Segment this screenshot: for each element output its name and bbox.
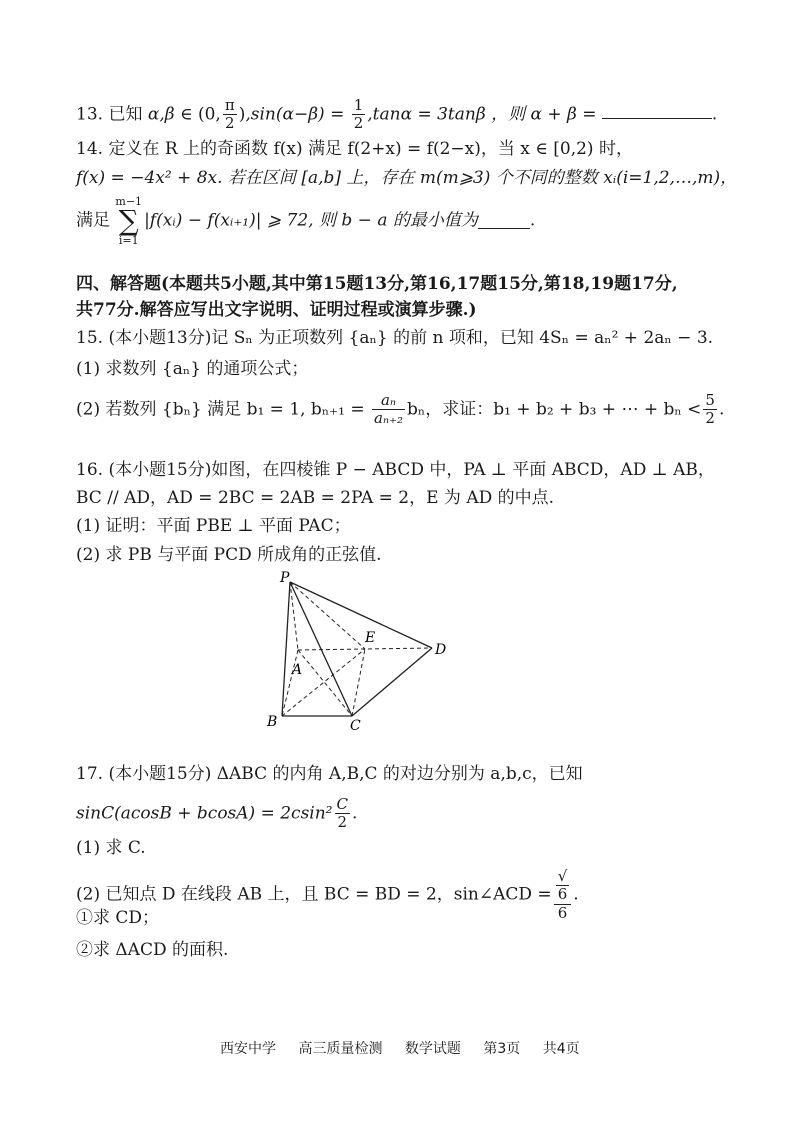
label-C: C [350,718,361,730]
q17-part-2-text: (2) 已知点 D 在线段 AB 上，且 BC = BD = 2，sin∠ACD = [76,884,552,905]
footer-total: 共4页 [542,1041,580,1057]
q14-summation: m−1 ∑ i=1 [115,195,143,247]
q13-answer-blank [602,104,712,119]
q17-c-over-2: $\frac{C}{2}$ [336,795,348,832]
q14-line-2: f(x) = −4x² + 8x. 若在区间 [a,b] 上，存在 m(m⩾3) 个不同的整数 xᵢ(i=1,2,…,m)， [76,168,738,188]
q17-part-1: (1) 求 C. [76,838,146,858]
q17-line-2-end: . [351,803,358,824]
q13-interval-open: (0, [197,104,221,125]
label-E: E [365,630,376,646]
q13-text-2: ,sin(α−β) = [245,104,350,125]
q17-part-2-end: . [573,884,579,905]
q17-sub-2: ②求 ΔACD 的面积. [76,940,229,960]
q13-pi-over-2: $\frac{\pi}{2}$ [224,96,235,133]
q13-one-half: $\frac{1}{2}$ [353,96,364,133]
q13-line [76,97,717,133]
footer-subject: 数学试题 [404,1041,461,1057]
section4-heading-2: 共77分.解答应写出文字说明、证明过程或演算步骤.) [76,300,477,320]
page-footer [220,1038,598,1058]
q13-interval-close: ) [238,104,246,125]
q16-part-2: (2) 求 PB 与平面 PCD 所成角的正弦值. [76,545,382,565]
q13-end: . [711,104,718,125]
edge-PB [282,582,290,716]
q15-end: . [718,399,725,420]
q16-part-1: (1) 证明：平面 PBE ⊥ 平面 PAC； [76,516,351,536]
edge-PA [290,582,298,650]
q14-line-1: 14. 定义在 R 上的奇函数 f(x) 满足 f(2+x) = f(2−x)，当 x ∈ [0,2) 时， [76,139,633,159]
q13-text-3: ,tanα = 3tanβ ，则 α + β = [367,104,602,125]
q13-lead: 13. 已知 [76,104,143,125]
label-A: A [292,662,303,678]
edge-AC [298,650,352,716]
edge-PD [290,582,432,648]
q17-line-1: 17. (本小题15分) ΔABC 的内角 A,B,C 的对边分别为 a,b,c，已知 [76,764,583,784]
q17-sub-1: ①求 CD； [76,908,160,928]
footer-school: 西安中学 [220,1041,276,1057]
footer-page: 第3页 [483,1041,521,1057]
q15-line-1: 15. (本小题13分)记 Sₙ 为正项数列 {aₙ} 的前 n 项和，已知 4Sₙ = aₙ² + 2aₙ − 3. [76,328,714,348]
q17-equation: sinC(acosB + bcosA) = 2csin² [76,803,333,824]
q16-line-2: BC // AD，AD = 2BC = 2AB = 2PA = 2，E 为 AD 的中点. [76,488,555,508]
edge-BE [282,649,365,716]
edge-PE [290,582,365,649]
q15-part-2-text-b: bₙ，求证：b₁ + b₂ + b₃ + ⋯ + bₙ < [406,399,702,420]
label-D: D [435,642,447,658]
label-P: P [280,570,290,586]
q14-answer-blank [478,214,530,229]
q17-root6-over-6: √ 6 6 [554,868,572,922]
q17-line-2 [76,796,357,832]
q14-condition: |f(xᵢ) − f(xᵢ₊₁)| ⩾ 72, 则 b − a 的最小值为 [144,210,478,231]
edge-CD [352,648,432,716]
q14-line-3 [76,196,535,246]
q14-end: . [529,210,536,231]
q14-satisfy: 满足 [76,210,110,231]
label-B: B [267,714,278,730]
q15-part-1: (1) 求数列 {aₙ} 的通项公式； [76,359,309,379]
q15-part-2-text-a: (2) 若数列 {bₙ} 满足 b₁ = 1, bₙ₊₁ = [76,399,371,420]
q16-line-1: 16. (本小题15分)如图，在四棱锥 P − ABCD 中，PA ⊥ 平面 ABCD，AD ⊥ AB， [76,460,715,480]
q15-fraction-five-halves: $\frac{5}{2}$ [705,391,715,428]
pyramid-diagram [262,570,462,730]
q15-part-2 [76,392,724,428]
section4-heading-1: 四、解答题(本题共5小题,其中第15题13分,第16,17题15分,第18,19题17分, [76,274,678,294]
q13-text-1: α,β ∈ [147,104,198,125]
footer-exam: 高三质量检测 [298,1041,383,1057]
q15-fraction-an: $\frac{\text{aₙ}}{\text{aₙ₊₂}}$ [374,391,403,428]
